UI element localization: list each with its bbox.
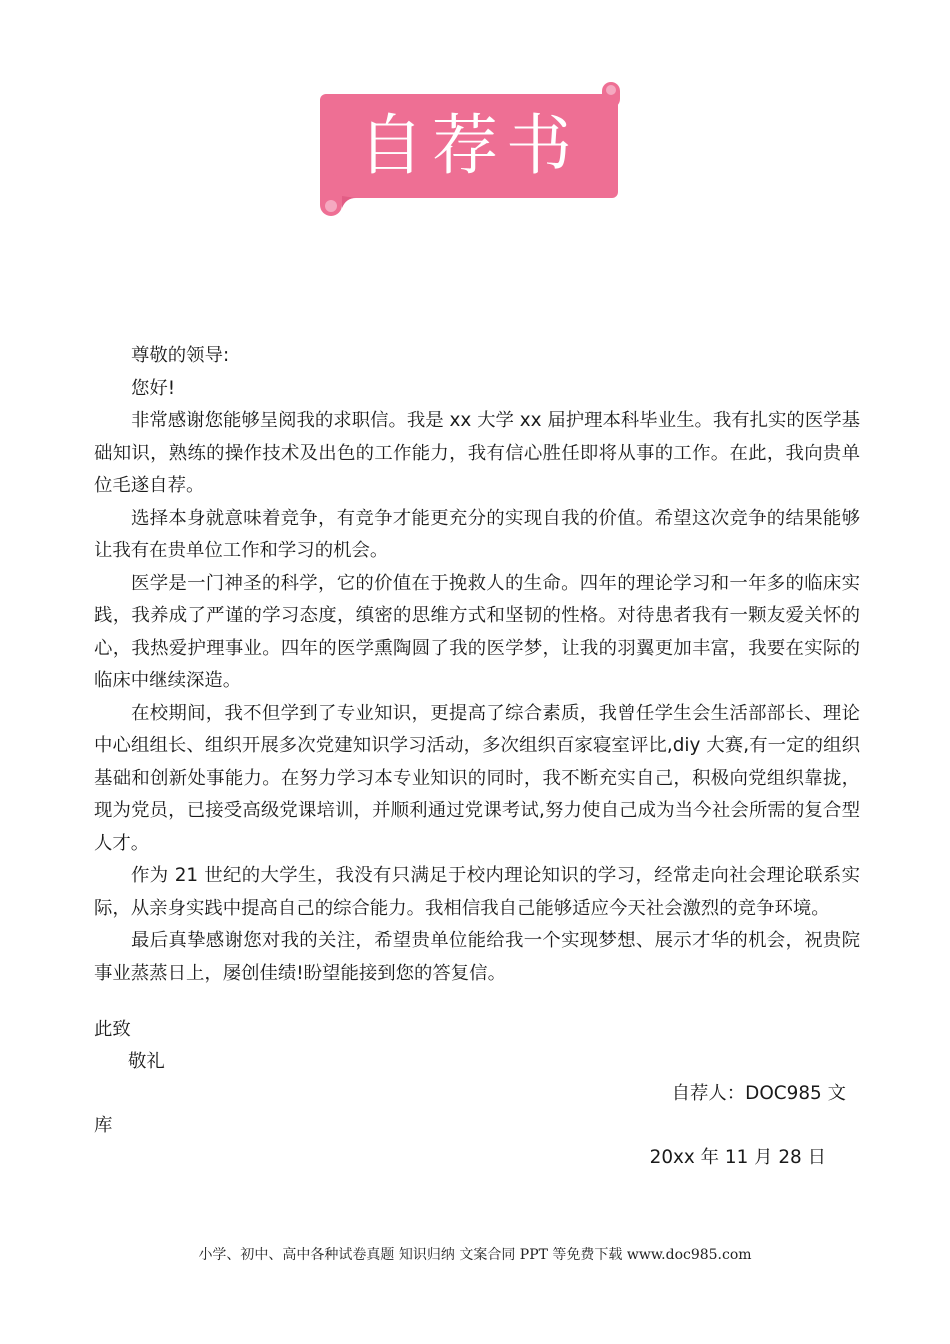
- paragraph-6: 最后真挚感谢您对我的关注，希望贵单位能给我一个实现梦想、展示才华的机会，祝贵院事业蒸蒸日上，屡创佳绩!盼望能接到您的答复信。: [94, 930, 860, 984]
- signer: 自荐人：DOC985 文: [671, 1083, 846, 1104]
- letter-body: [94, 340, 860, 990]
- title-banner: [316, 78, 622, 220]
- paragraph-5: 作为 21 世纪的大学生，我没有只满足于校内理论知识的学习，经常走向社会理论联系实际，从亲身实践中提高自己的综合能力。我相信我自己能够适应今天社会激烈的竞争环境。: [94, 865, 860, 919]
- paragraph-4: 在校期间，我不但学到了专业知识，更提高了综合素质，我曾任学生会生活部部长、理论中心组组长、组织开展多次党建知识学习活动，多次组织百家寝室评比,diy 大赛,有一定的组织基础和创新处事能力。在努力学习本专业知识的同时，我不断充实自己，积极向党组织靠拢，现为党员，已接受高级党课培训，并顺利通过党课考试,努力使自己成为当今社会所需的复合型人才。: [94, 702, 860, 854]
- signer-wrap: 库: [94, 1115, 113, 1136]
- paragraph-1: 非常感谢您能够呈阅我的求职信。我是 xx 大学 xx 届护理本科毕业生。我有扎实的医学基础知识，熟练的操作技术及出色的工作能力，我有信心胜任即将从事的工作。在此，我向贵单位毛遂自荐。: [94, 410, 860, 496]
- footer-text: 小学、初中、高中各种试卷真题 知识归纳 文案合同 PPT 等免费下载 www.doc985.com: [198, 1247, 752, 1263]
- closing-line-2: 敬礼: [128, 1051, 165, 1072]
- letter-date: 20xx 年 11 月 28 日: [649, 1147, 826, 1168]
- paragraph-2: 选择本身就意味着竞争，有竞争才能更充分的实现自我的价值。希望这次竞争的结果能够让我有在贵单位工作和学习的机会。: [94, 507, 860, 561]
- salutation: 尊敬的领导:: [131, 345, 230, 366]
- closing-line-1: 此致: [94, 1019, 131, 1040]
- paragraph-3: 医学是一门神圣的科学，它的价值在于挽救人的生命。四年的理论学习和一年多的临床实践，我养成了严谨的学习态度，缜密的思维方式和坚韧的性格。对待患者我有一颗友爱关怀的心，我热爱护理事业。四年的医学熏陶圆了我的医学梦，让我的羽翼更加丰富，我要在实际的临床中继续深造。: [94, 572, 860, 691]
- greeting: 您好!: [131, 377, 176, 399]
- banner-title: 自荐书: [358, 107, 580, 184]
